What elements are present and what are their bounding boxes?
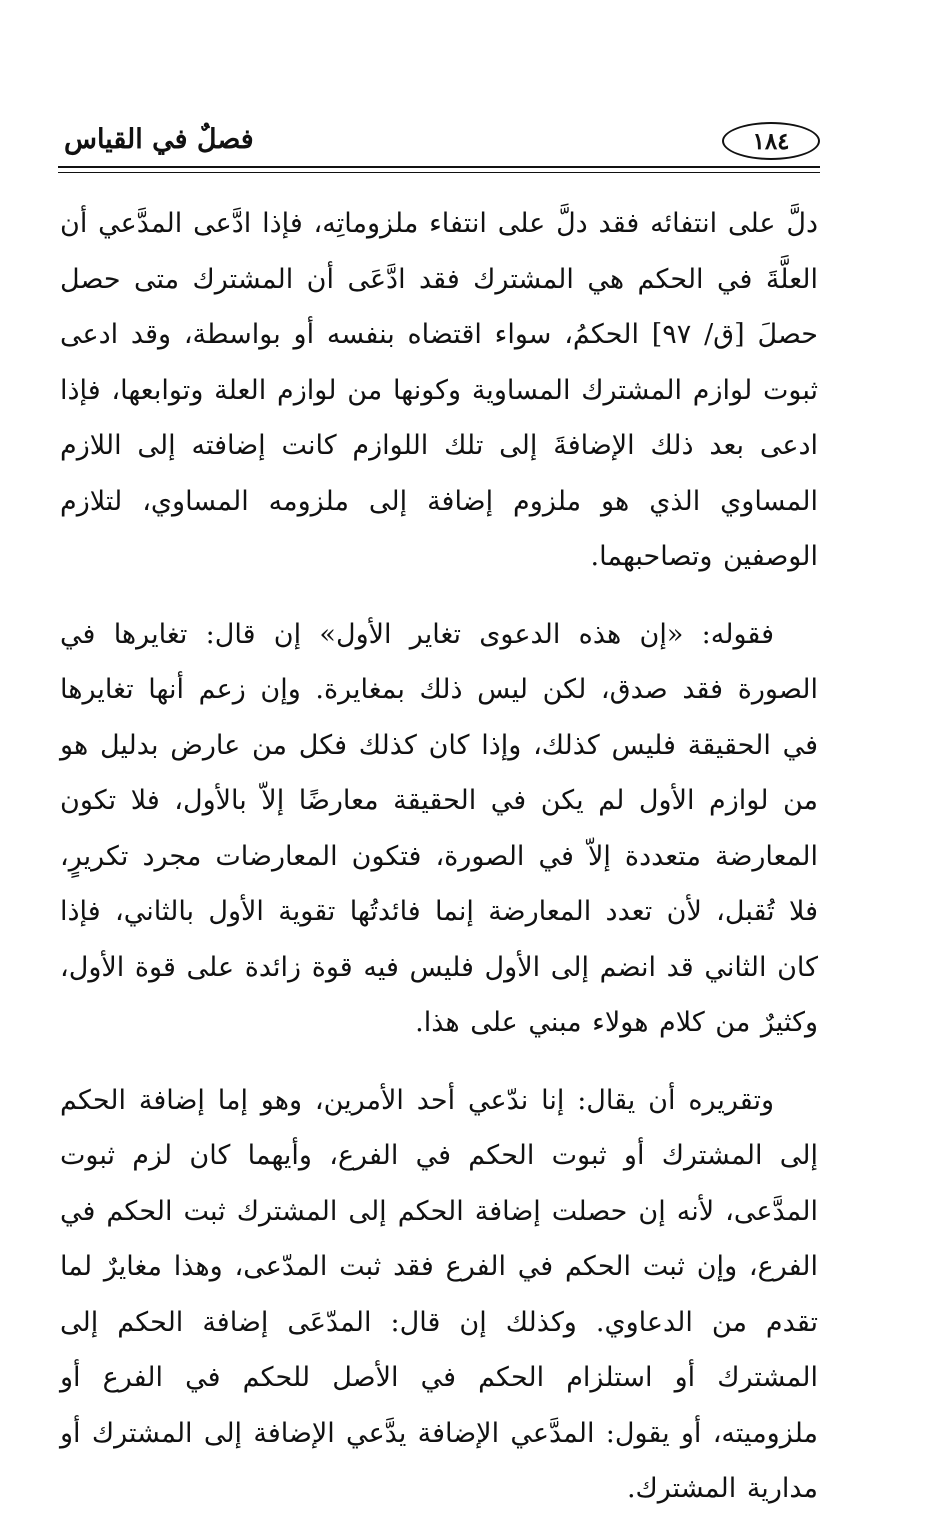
paragraph-2: فقوله: «إن هذه الدعوى تغاير الأول» إن قال: تغايرها في الصورة فقد صدق، لكن ليس ذلك بمغايرة. وإن زعم أنها تغايرها في الحقيقة فليس كذلك، وإذا كان كذلك فكل من عارض بدليل هو من لوازم الأول لم يكن في الحقيقة معارضًا إلاّ بالأول، فلا تكون المعارضة متعددة إلاّ في الصورة، فتكون المعارضات مجرد تكريرٍ، فلا تُقبل، لأن تعدد المعارضة إنما فائدتُها تقوية الأول بالثاني، فإذا كان الثاني قد انضم إلى الأول فليس فيه قوة زائدة على قوة الأول، وكثيرٌ من كلام هولاء مبني على هذا. — [60, 618, 818, 1038]
chapter-title: فصلٌ في القياس — [64, 124, 254, 155]
paragraph-3: وتقريره أن يقال: إنا ندّعي أحد الأمرين، وهو إما إضافة الحكم إلى المشترك أو ثبوت الحكم في الفرع، وأيهما كان لزم ثبوت المدَّعى، لأنه إن حصلت إضافة الحكم إلى المشترك ثبت الحكم في الفرع، وإن ثبت الحكم في الفرع فقد ثبت المدّعى، وهذا مغايرٌ لما تقدم من الدعاوي. وكذلك إن قال: المدّعَى إضافة الحكم إلى المشترك أو استلزام الحكم في الأصل للحكم في الفرع أو ملزوميته، أو يقول: المدَّعي الإضافة يدَّعي الإضافة إلى المشترك أو مدارية المشترك. — [60, 1084, 818, 1504]
page-number: ١٨٤ — [752, 127, 790, 155]
paragraph-1: دلَّ على انتفائه فقد دلَّ على انتفاء ملزوماتِه، فإذا ادَّعى المدَّعي أن العلَّةَ في الحكم هي المشترك فقد ادَّعَى أن المشترك متى حصل حصلَ [ق/ ٩٧] الحكمُ، سواء اقتضاه بنفسه أو بواسطة، وقد ادعى ثبوت لوازم المشترك المساوية وكونها من لوازم العلة وتوابعها، فإذا ادعى بعد ذلك الإضافةَ إلى تلك اللوازم كانت إضافته إلى اللازم المساوي الذي هو ملزوم إضافة إلى ملزومه المساوي، لتلازم الوصفين وتصاحبهما. — [60, 208, 818, 572]
header-rule — [58, 166, 820, 168]
body-text — [60, 196, 818, 1539]
page-number-frame — [722, 122, 820, 160]
running-header — [58, 118, 820, 170]
header-rule-thin — [58, 172, 820, 173]
